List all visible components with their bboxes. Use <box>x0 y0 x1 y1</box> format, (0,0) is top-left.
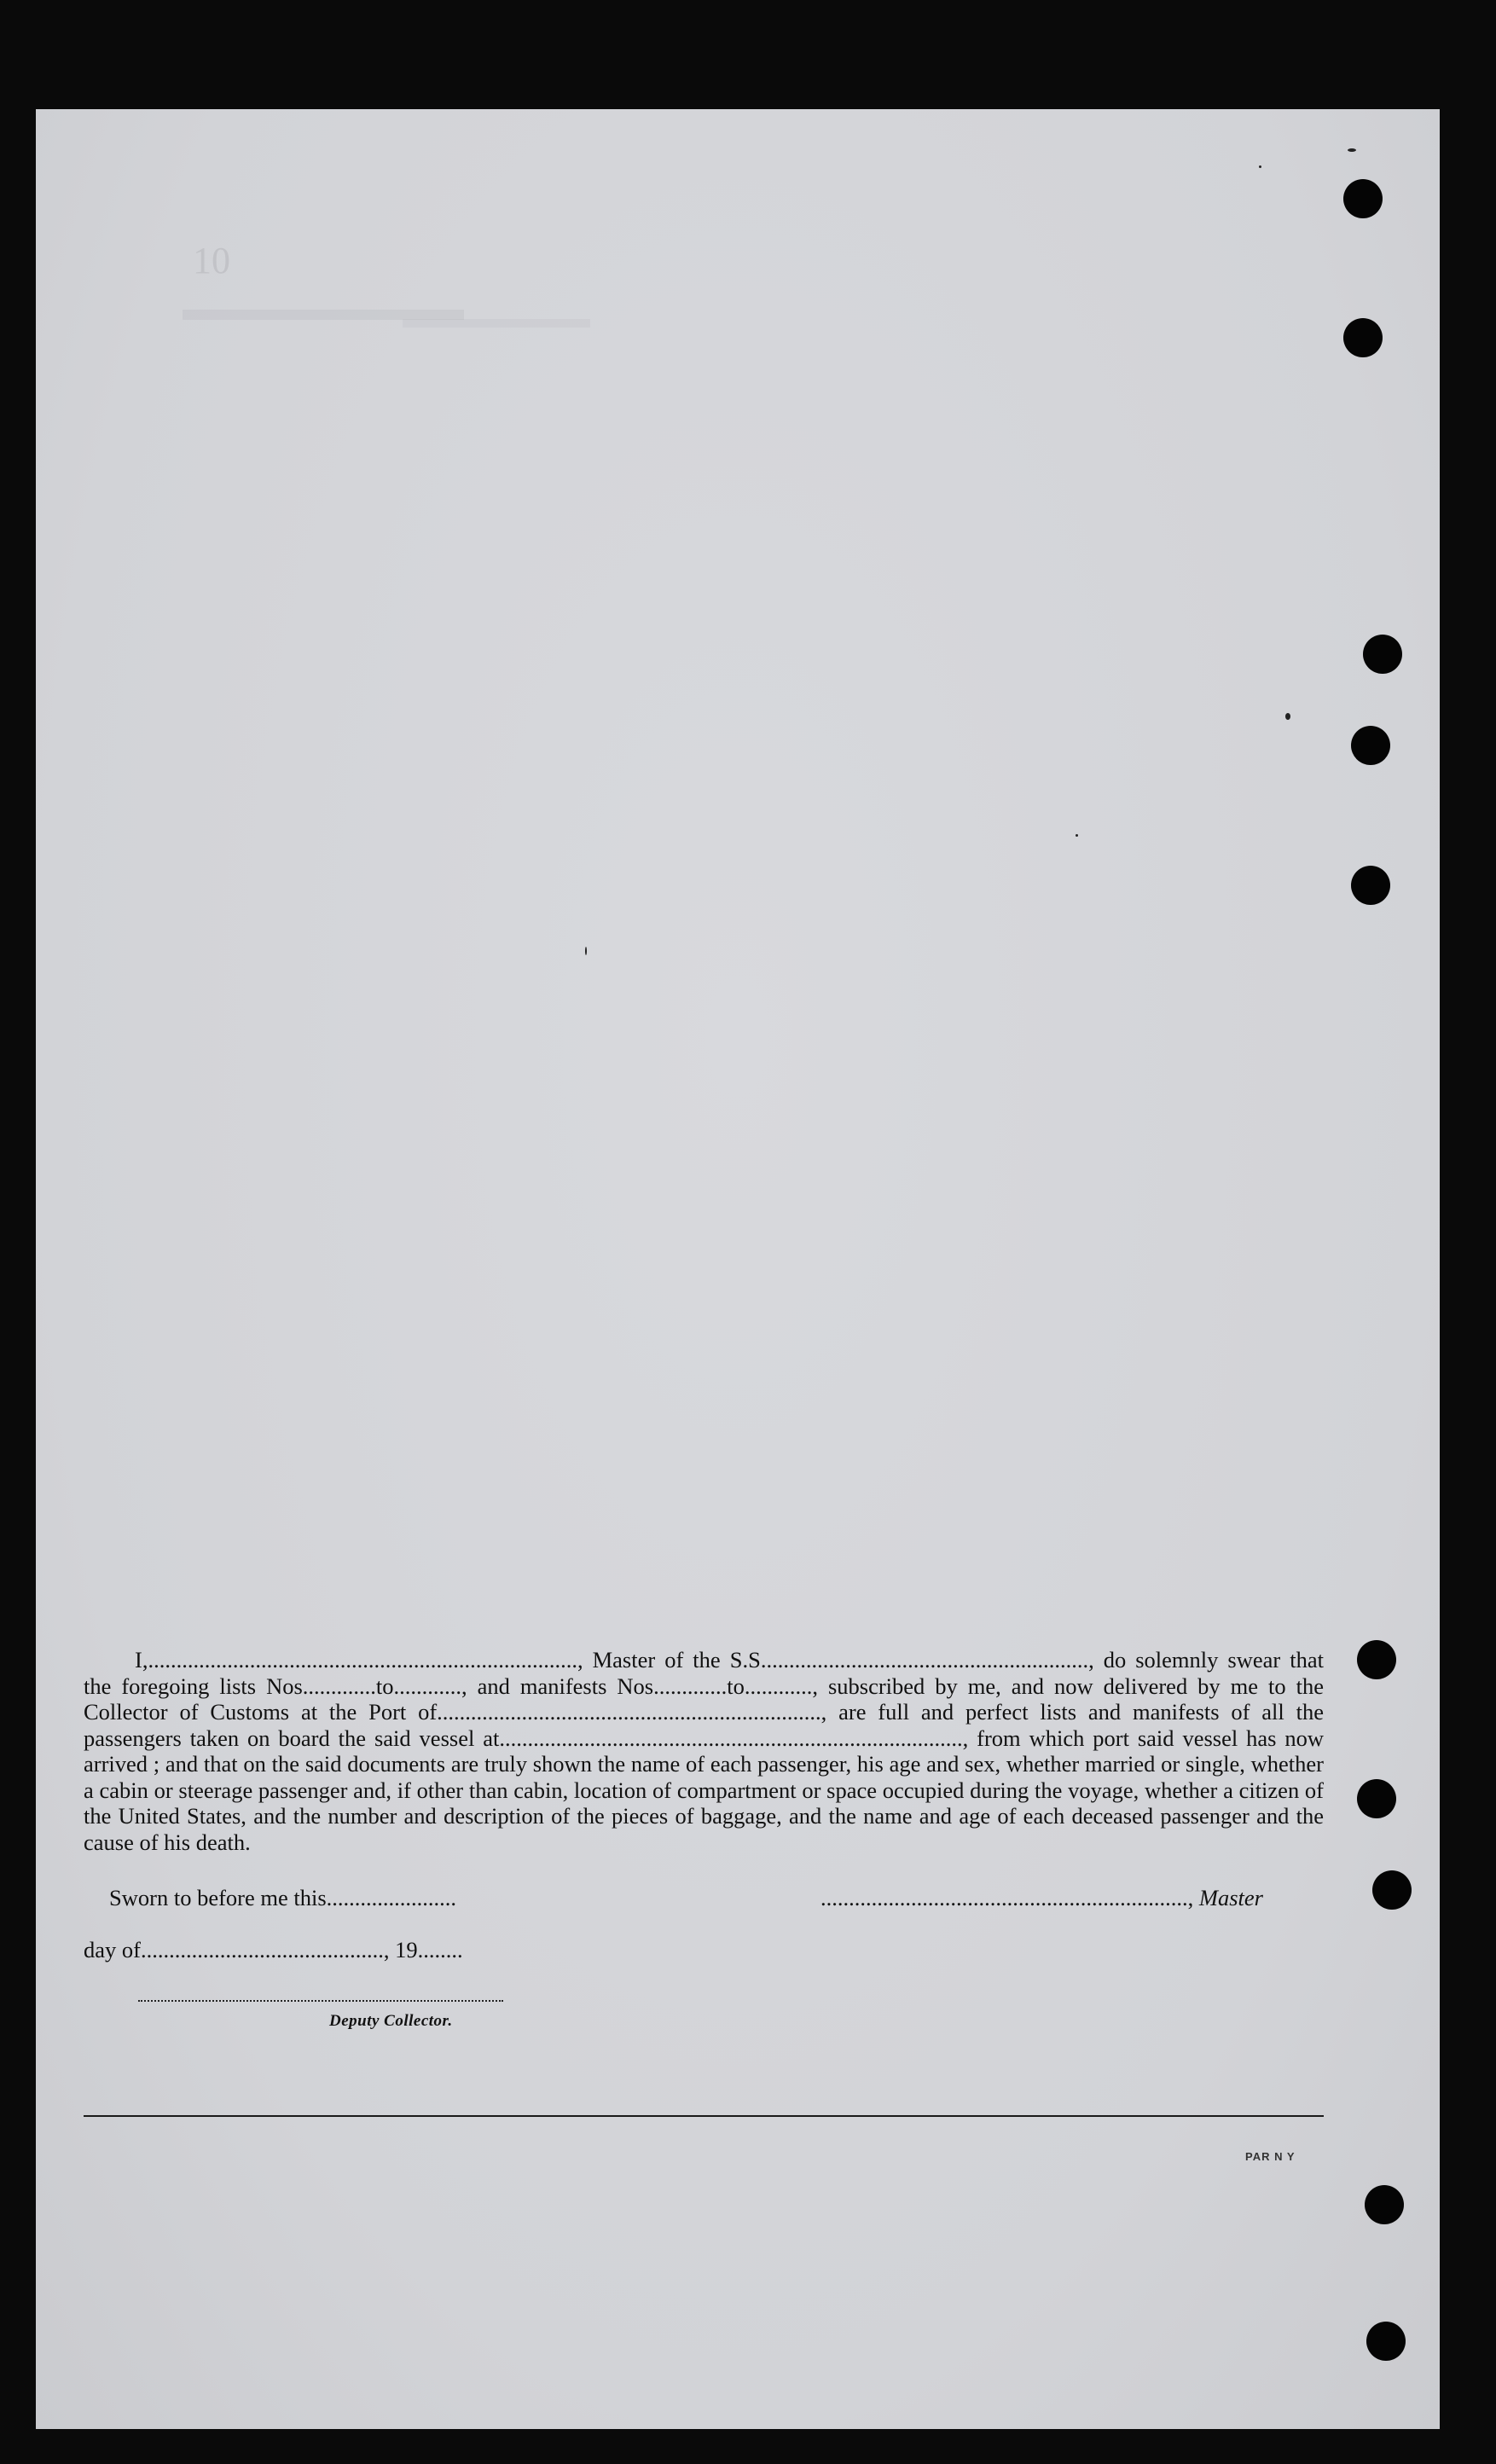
speck <box>1348 148 1356 152</box>
speck <box>1076 834 1078 837</box>
punch-hole <box>1343 179 1383 218</box>
oath-text: I,............................................................................, Master of the S.S.........................................................., do solemnly swear that the foregoing lists Nos.............to............, and manifests Nos.............to............, subscribed by me, and now delivered by me to the Collector of Customs at the Port of...................................................................., are full and perfect lists and manifests of all the passengers taken on board the said vessel at.................................................................................., from which port said vessel has now arrived ; and that on the said documents are truly shown the name of each passenger, his age and sex, whether married or single, whether a cabin or steerage passenger and, if other than cabin, location of compartment or space occupied during the voyage, whether a citizen of the United States, and the number and description of the pieces of baggage, and the name and age of each deceased passenger and the cause of his death. <box>84 1647 1324 1855</box>
punch-hole <box>1343 318 1383 357</box>
bleed-through-mark: 10 <box>193 240 230 281</box>
punch-hole <box>1363 635 1402 674</box>
paper-sheet <box>36 109 1440 2429</box>
horizontal-rule <box>84 2115 1324 2117</box>
speck <box>1285 713 1290 720</box>
master-label: Master <box>1198 1885 1263 1910</box>
printer-mark: PAR N Y <box>1245 2150 1296 2163</box>
punch-hole <box>1351 866 1390 905</box>
oath-paragraph <box>84 1647 1324 1855</box>
bleed-through-mark <box>403 319 590 328</box>
punch-hole <box>1366 2322 1406 2361</box>
speck <box>1259 165 1261 168</box>
punch-hole <box>1372 1870 1412 1910</box>
day-line: day of..........................................., 19........ <box>84 1937 463 1963</box>
punch-hole <box>1365 2185 1404 2224</box>
master-signature-dots: ................................................................., <box>820 1885 1194 1910</box>
punch-hole <box>1351 726 1390 765</box>
sworn-line: Sworn to before me this....................... <box>109 1885 457 1910</box>
punch-hole <box>1357 1779 1396 1818</box>
deputy-signature-line <box>138 1990 503 2002</box>
deputy-collector-label: Deputy Collector. <box>329 2012 453 2030</box>
speck <box>585 947 587 955</box>
punch-hole <box>1357 1640 1396 1679</box>
master-signature-line <box>820 1885 1263 1911</box>
